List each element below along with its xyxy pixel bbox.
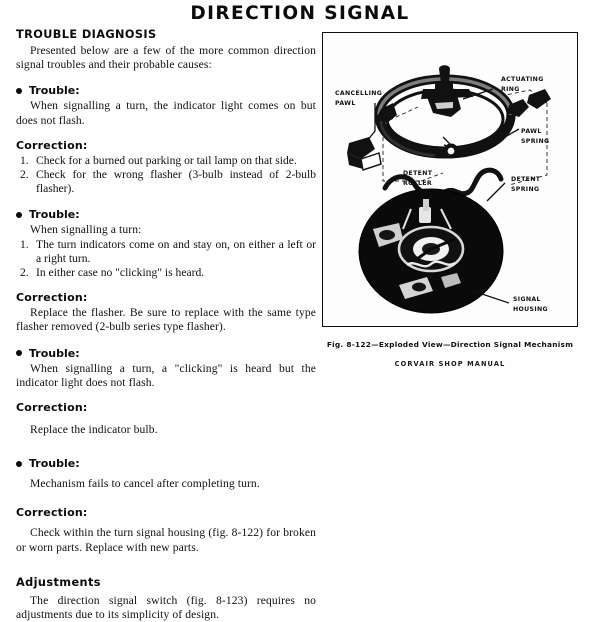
adjustments-text: The direction signal switch (fig. 8-123) requires no adjustments due to its simplicity of design. [16, 593, 316, 622]
trouble-heading-2 [16, 208, 316, 221]
figure-label-cancelling-pawl-line1: CANCELLING [335, 90, 383, 97]
bullet-icon [16, 461, 22, 467]
trouble-text-2: When signalling a turn: [30, 223, 142, 237]
trouble-list-2 [16, 238, 316, 281]
correction-list-1 [16, 154, 316, 197]
section-heading-adjustments: Adjustments [16, 575, 101, 589]
trouble-text-3: When signalling a turn, a "clicking" is heard but the indicator light does not flash. [16, 361, 316, 389]
trouble-label-4: Trouble: [29, 457, 80, 471]
list-item: Check for the wrong flasher (3-bulb instead of 2-bulb flasher). [36, 168, 316, 196]
figure-label-detent-spring-line1: DETENT [511, 176, 541, 183]
correction-heading-4: Correction: [16, 506, 88, 520]
manual-footer: CORVAIR SHOP MANUAL [394, 360, 506, 368]
figure-label-detent-roller-line2: ROLLER [403, 180, 433, 187]
list-item: In either case no "clicking" is heard. [36, 266, 205, 280]
bullet-icon [16, 350, 22, 356]
trouble-text-4: Mechanism fails to cancel after completing turn. [30, 477, 260, 491]
figure-panel [322, 32, 578, 327]
correction-text-2: Replace the flasher. Be sure to replace with the same type flasher removed (2-bulb series type flasher). [16, 306, 316, 334]
figure-label-detent-roller-line1: DETENT [403, 170, 433, 177]
correction-heading-3: Correction: [16, 401, 88, 415]
list-item: Check for a burned out parking or tail lamp on that side. [36, 153, 297, 167]
trouble-heading-3 [16, 347, 316, 360]
correction-heading-1: Correction: [16, 138, 88, 152]
trouble-heading-4 [16, 457, 316, 470]
figure-label-pawl-spring-line2: SPRING [521, 138, 550, 145]
page-title: DIRECTION SIGNAL [190, 3, 410, 24]
bullet-icon [16, 88, 22, 94]
correction-text-3: Replace the indicator bulb. [30, 423, 158, 437]
figure-label-cancelling-pawl-line2: PAWL [335, 100, 356, 107]
correction-heading-2: Correction: [16, 291, 88, 305]
figure-label-signal-housing-line2: HOUSING [513, 306, 548, 313]
figure-label-detent-spring-line2: SPRING [511, 186, 540, 193]
trouble-label-3: Trouble: [29, 346, 80, 360]
section-heading-trouble-diagnosis: TROUBLE DIAGNOSIS [16, 28, 157, 41]
figure-caption: Fig. 8-122—Exploded View—Direction Signal Mechanism [326, 340, 574, 349]
intro-paragraph: Presented below are a few of the more common direction signal troubles and their probable causes: [16, 44, 316, 72]
text-column [16, 28, 316, 622]
bullet-icon [16, 212, 22, 218]
figure-label-actuating-ring-line1: ACTUATING [501, 76, 544, 83]
direction-signal-mechanism-illustration [323, 33, 576, 325]
trouble-label-1: Trouble: [29, 84, 80, 98]
list-item: The turn indicators come on and stay on, on either a left or a right turn. [36, 237, 316, 265]
trouble-text-1: When signalling a turn, the indicator light comes on but does not flash. [16, 99, 316, 127]
trouble-label-2: Trouble: [29, 208, 80, 222]
figure-label-pawl-spring-line1: PAWL [521, 128, 542, 135]
correction-text-4: Check within the turn signal housing (fig. 8-122) for broken or worn parts. Replace with new parts. [16, 526, 316, 554]
figure-label-actuating-ring-line2: RING [501, 86, 520, 93]
trouble-heading-1 [16, 84, 316, 97]
figure-label-signal-housing-line1: SIGNAL [513, 296, 541, 303]
